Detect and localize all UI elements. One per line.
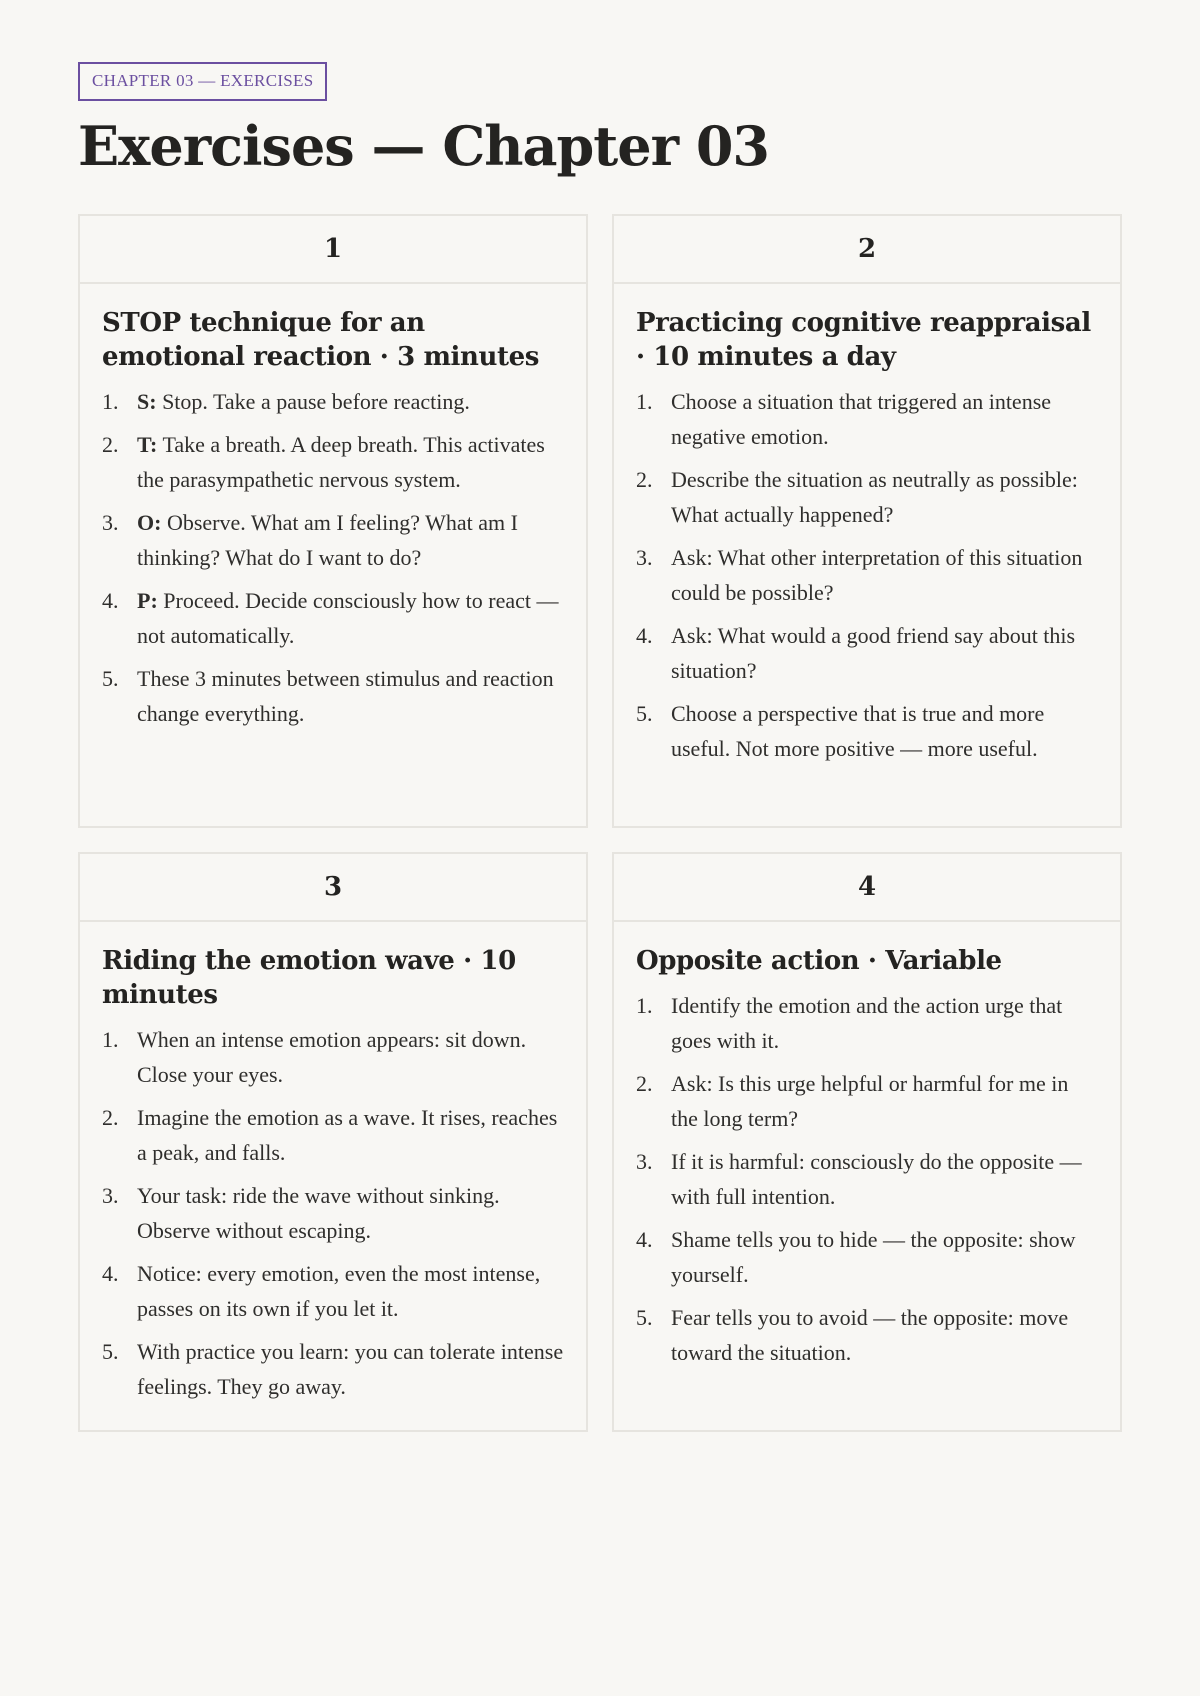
- step-text: Proceed. Decide consciously how to react — not automatically.: [137, 588, 559, 648]
- step-text: Observe. What am I feeling? What am I thinking? What do I want to do?: [137, 510, 518, 570]
- step-number: 4.: [102, 1261, 119, 1286]
- exercise-title: Riding the emotion wave · 10 minutes: [102, 946, 516, 1010]
- exercise-title: Practicing cognitive reappraisal · 10 minutes a day: [636, 308, 1091, 372]
- step-text: Ask: Is this urge helpful or harmful for me in the long term?: [671, 1071, 1069, 1131]
- exercise-title: Opposite action · Variable: [636, 946, 1002, 976]
- step-text: Take a breath. A deep breath. This activates the parasympathetic nervous system.: [137, 432, 545, 492]
- exercise-step: [636, 540, 1098, 610]
- step-number: 3.: [102, 1183, 119, 1208]
- step-number: 1.: [636, 389, 653, 414]
- step-number: 1.: [636, 993, 653, 1018]
- step-number: 2.: [102, 1105, 119, 1130]
- exercise-step: [636, 1144, 1098, 1214]
- step-text: Ask: What other interpretation of this situation could be possible?: [671, 545, 1083, 605]
- step-text: If it is harmful: consciously do the opposite — with full intention.: [671, 1149, 1082, 1209]
- step-text: When an intense emotion appears: sit down. Close your eyes.: [137, 1027, 527, 1087]
- exercise-card-body: [80, 922, 586, 1404]
- step-text: Imagine the emotion as a wave. It rises, reaches a peak, and falls.: [137, 1105, 558, 1165]
- step-number: 1.: [102, 389, 119, 414]
- exercise-card-header: [614, 854, 1120, 922]
- step-number: 5.: [102, 1339, 119, 1364]
- step-number: 5.: [636, 1305, 653, 1330]
- exercise-number: 2: [857, 234, 877, 264]
- exercise-number: 4: [857, 872, 877, 902]
- exercise-card-body: [614, 922, 1120, 1370]
- step-number: 3.: [636, 1149, 653, 1174]
- step-number: 1.: [102, 1027, 119, 1052]
- step-number: 5.: [102, 666, 119, 691]
- step-key: S:: [137, 389, 157, 414]
- exercise-step: [102, 1022, 564, 1092]
- page: [78, 62, 1122, 1399]
- exercise-step: [102, 1100, 564, 1170]
- step-number: 3.: [102, 510, 119, 535]
- exercise-step: [102, 427, 564, 497]
- step-text: Stop. Take a pause before reacting.: [156, 389, 470, 414]
- step-number: 4.: [636, 1227, 653, 1252]
- step-text: Describe the situation as neutrally as possible: What actually happened?: [671, 467, 1078, 527]
- step-text: Fear tells you to avoid — the opposite: move toward the situation.: [671, 1305, 1069, 1365]
- exercise-card-header: [80, 216, 586, 284]
- step-key: T:: [137, 432, 158, 457]
- exercise-card-header: [80, 854, 586, 922]
- step-number: 4.: [636, 623, 653, 648]
- exercise-step: [102, 1334, 564, 1404]
- exercise-step: [102, 384, 564, 419]
- step-number: 3.: [636, 545, 653, 570]
- exercise-step: [636, 618, 1098, 688]
- step-text: Choose a perspective that is true and more useful. Not more positive — more useful.: [671, 701, 1045, 761]
- exercise-step: [636, 696, 1098, 766]
- step-number: 2.: [102, 432, 119, 457]
- step-text: Your task: ride the wave without sinking. Observe without escaping.: [137, 1183, 500, 1243]
- exercise-number: 3: [323, 872, 343, 902]
- exercise-step: [102, 505, 564, 575]
- exercise-steps: [636, 384, 1098, 766]
- exercise-card-2: [612, 214, 1122, 828]
- exercise-step: [102, 1256, 564, 1326]
- step-number: 2.: [636, 1071, 653, 1096]
- chapter-tag: CHAPTER 03 — EXERCISES: [78, 62, 327, 101]
- exercise-steps: [102, 1022, 564, 1404]
- exercise-step: [102, 1178, 564, 1248]
- step-text: Shame tells you to hide — the opposite: show yourself.: [671, 1227, 1076, 1287]
- step-number: 4.: [102, 588, 119, 613]
- exercise-step: [636, 1066, 1098, 1136]
- exercise-card-3: [78, 852, 588, 1432]
- exercise-step: [636, 462, 1098, 532]
- exercise-card-4: [612, 852, 1122, 1432]
- step-text: With practice you learn: you can tolerate intense feelings. They go away.: [137, 1339, 564, 1399]
- exercise-step: [102, 583, 564, 653]
- exercise-card-body: [614, 284, 1120, 766]
- exercise-step: [102, 661, 564, 731]
- step-number: 5.: [636, 701, 653, 726]
- step-text: These 3 minutes between stimulus and reaction change everything.: [137, 666, 554, 726]
- step-key: O:: [137, 510, 162, 535]
- step-text: Ask: What would a good friend say about this situation?: [671, 623, 1076, 683]
- step-text: Identify the emotion and the action urge that goes with it.: [671, 993, 1063, 1053]
- exercise-title: STOP technique for an emotional reaction · 3 minutes: [102, 308, 540, 372]
- exercise-steps: [636, 988, 1098, 1370]
- exercise-number: 1: [323, 234, 343, 264]
- step-text: Notice: every emotion, even the most intense, passes on its own if you let it.: [137, 1261, 541, 1321]
- exercise-step: [636, 1222, 1098, 1292]
- page-title: Exercises — Chapter 03: [78, 114, 769, 178]
- step-key: P:: [137, 588, 158, 613]
- exercise-step: [636, 384, 1098, 454]
- exercise-step: [636, 1300, 1098, 1370]
- exercise-steps: [102, 384, 564, 731]
- step-number: 2.: [636, 467, 653, 492]
- exercise-card-body: [80, 284, 586, 731]
- step-text: Choose a situation that triggered an intense negative emotion.: [671, 389, 1052, 449]
- exercise-card-header: [614, 216, 1120, 284]
- exercise-step: [636, 988, 1098, 1058]
- exercise-grid: [78, 214, 1122, 1432]
- exercise-card-1: [78, 214, 588, 828]
